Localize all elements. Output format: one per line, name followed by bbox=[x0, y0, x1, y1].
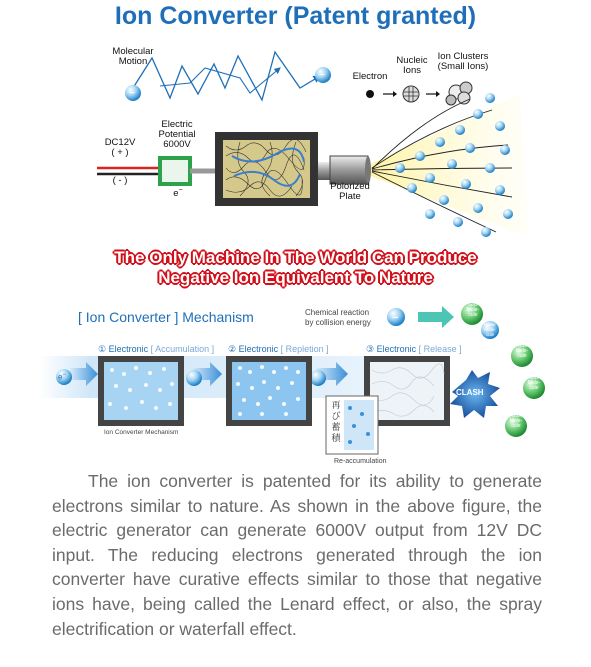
nucleic-ion-icon bbox=[403, 86, 419, 102]
chemical-reaction-label: Chemical reaction by collision energy bbox=[305, 308, 371, 327]
ion-clusters-label: Ion Clusters (Small Ions) bbox=[437, 51, 489, 72]
gas-molecule-label: Gas Mole- cule bbox=[515, 343, 529, 359]
clash-label: CLASH bbox=[456, 388, 484, 397]
e-minus-label: e− bbox=[173, 187, 183, 200]
nucleic-ions-label: Nucleic Ions bbox=[396, 55, 428, 76]
molecular-motion-label: Molecular Motion bbox=[112, 46, 154, 67]
stage-2-label: ② Electronic [ Repletion ] bbox=[228, 344, 329, 354]
high-voltage-generator bbox=[160, 158, 190, 184]
ion-cluster-icon bbox=[446, 82, 472, 105]
electron-dot-icon bbox=[366, 90, 374, 98]
mechanism-caption: Ion Converter Mechanism bbox=[104, 429, 179, 436]
dc-label: DC12V ( + ) bbox=[104, 137, 136, 158]
slogan-line-1: The Only Machine In The World Can Produce bbox=[114, 248, 477, 267]
gas-molecule-label: Gas Mole- cule bbox=[527, 375, 541, 391]
svg-text:−: − bbox=[319, 70, 325, 81]
gas-molecule-label: Gas Mole- cule bbox=[509, 413, 523, 429]
electric-potential-label: Electric Potential 6000V bbox=[158, 119, 196, 150]
description-paragraph: The ion converter is patented for its ability to generate electrons similar to nature. As shown in the above figure, the electric generator can generate 6000V output from 12V DC input. The reducing electrons generated through the ion converter have curative effects similar to those that negative ions have, being called the Lenard effect, or also, the spray electrification or waterfall effect. bbox=[52, 471, 542, 639]
svg-text:−: − bbox=[129, 88, 135, 99]
slogan-line-2: Negative Ion Equivalent To Nature bbox=[158, 268, 433, 287]
electron-symbol-label: e− bbox=[58, 372, 66, 382]
re-accumulation-kanji: 再 び 蓄 積 bbox=[331, 400, 341, 443]
polarized-plate-label: Polorized Plate bbox=[330, 181, 370, 202]
electron-symbol-1: e− bbox=[86, 398, 95, 408]
stage-1-label: ① Electronic [ Accumulation ] bbox=[98, 344, 215, 354]
minus-label: ( - ) bbox=[112, 175, 128, 186]
gas-molecule-label: Gas Mole- cule bbox=[466, 302, 480, 318]
electron-label: Electron bbox=[352, 71, 388, 82]
mechanism-diagram bbox=[0, 300, 591, 460]
reaction-arrow-icon bbox=[418, 306, 454, 328]
stage-3-label: ③ Electronic [ Release ] bbox=[366, 344, 462, 354]
svg-text:−: − bbox=[392, 312, 399, 324]
polarized-plate bbox=[330, 156, 368, 184]
page-title: Ion Converter (Patent granted) bbox=[114, 2, 477, 30]
ion-converter-diagram bbox=[0, 38, 591, 238]
water-molecule-label: Water Mole- cule bbox=[484, 322, 496, 337]
mechanism-heading: [ Ion Converter ] Mechanism bbox=[78, 309, 254, 325]
re-accumulation-label: Re-accumulation bbox=[334, 458, 387, 465]
